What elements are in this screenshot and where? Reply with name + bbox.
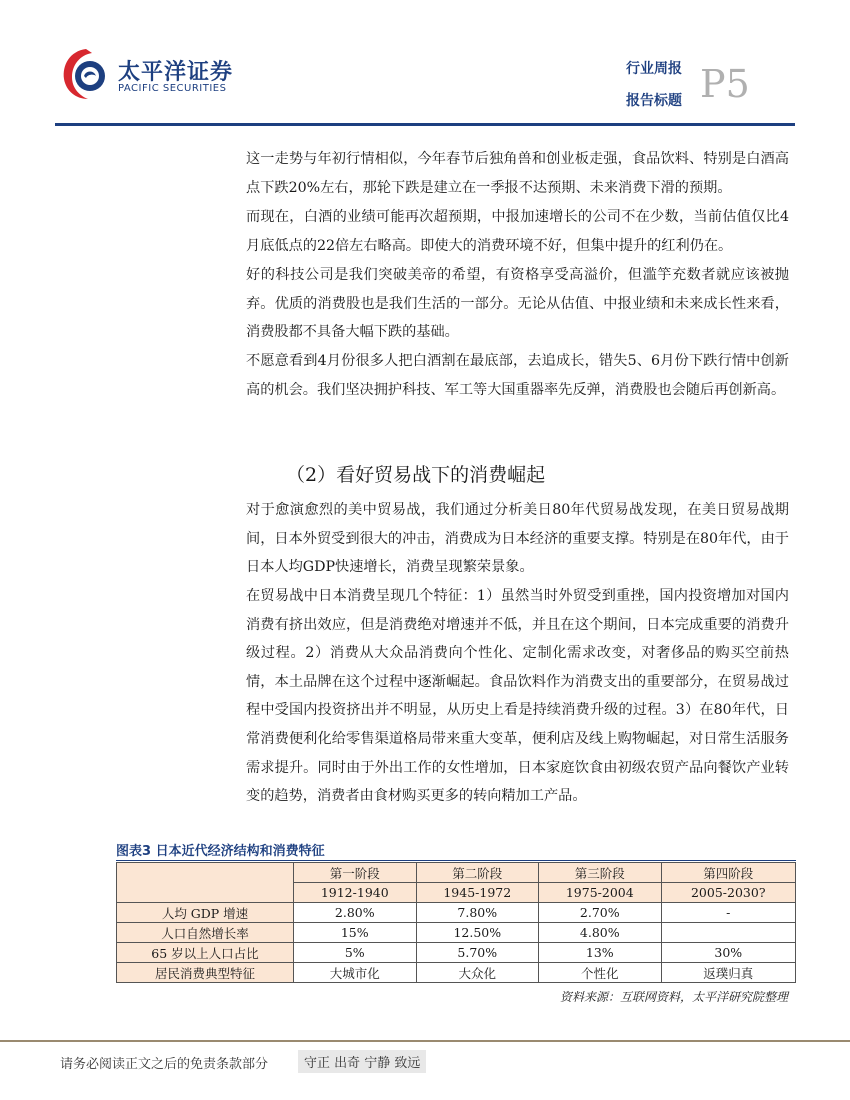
report-type: 行业周报 [626,61,682,77]
paragraph-2: 而现在，白酒的业绩可能再次超预期，中报加速增长的公司不在少数，当前估值仅比4月底低点的22倍左右略高。即使大的消费环境不好，但集中提升的红利仍在。 [246,209,789,254]
page-header [0,0,850,130]
table-cell: 个性化 [539,963,662,983]
table-cell: 5% [294,943,417,963]
table-row-label: 人均 GDP 增速 [117,903,294,923]
table-header-cell: 2005-2030? [661,883,795,903]
table-cell: 大众化 [416,963,539,983]
table-cell: 7.80% [416,903,539,923]
table-cell: 13% [539,943,662,963]
table-cell: 4.80% [539,923,662,943]
header-divider [55,123,795,126]
table-cell: 5.70% [416,943,539,963]
table-header-cell: 1912-1940 [294,883,417,903]
table-row [117,963,796,983]
logo-mark-icon [60,45,112,101]
table-row [117,863,796,883]
table-cell: 大城市化 [294,963,417,983]
table-cell: 15% [294,923,417,943]
paragraph-4: 不愿意看到4月份很多人把白酒割在最底部，去追成长，错失5、6月份下跌行情中创新高的机会。我们坚决拥护科技、军工等大国重器率先反弹，消费股也会随后再创新高。 [246,353,789,398]
table-row [117,923,796,943]
company-name-en: PACIFIC SECURITIES [118,83,227,94]
table-cell [661,923,795,943]
company-logo [60,45,320,105]
table-cell: 返璞归真 [661,963,795,983]
table-header-cell: 1945-1972 [416,883,539,903]
table-header-cell: 1975-2004 [539,883,662,903]
page-number: P5 [700,62,750,106]
footer-divider [0,1040,850,1042]
table-cell: 2.70% [539,903,662,923]
table-row-label: 65 岁以上人口占比 [117,943,294,963]
report-title: 报告标题 [626,93,682,109]
table-row [117,943,796,963]
table-row-label: 居民消费典型特征 [117,963,294,983]
paragraph-6: 在贸易战中日本消费呈现几个特征：1）虽然当时外贸受到重挫，国内投资增加对国内消费有挤出效应，但是消费绝对增速并不低，并且在这个期间，日本完成重要的消费升级过程。2）消费从大众品消费向个性化、定制化需求改变，对奢侈品的购买空前热情，本土品牌在这个过程中逐渐崛起。食品饮料作为消费支出的重要部分，在贸易战过程中受国内投资挤出并不明显，从历史上看是持续消费升级的过程。3）在80年代，日常消费便利化给零售渠道格局带来重大变革，便利店及线上购物崛起，对日常生活服务需求提升。同时由于外出工作的女性增加，日本家庭饮食由初级农贸产品向餐饮产业转变的趋势，消费者由食材购买更多的转向精加工产品。 [246,588,789,805]
table-header-cell: 第四阶段 [661,863,795,883]
table-header-cell: 第三阶段 [539,863,662,883]
table-cell: 30% [661,943,795,963]
table-cell: - [661,903,795,923]
table-cell: 12.50% [416,923,539,943]
table-cell: 2.80% [294,903,417,923]
paragraph-5: 对于愈演愈烈的美中贸易战，我们通过分析美日80年代贸易战发现，在美日贸易战期间，日本外贸受到很大的冲击，消费成为日本经济的重要支撑。特别是在80年代，由于日本人均GDP快速增长，消费呈现繁荣景象。 [246,502,789,576]
table-header-cell: 第一阶段 [294,863,417,883]
footer-motto: 守正 出奇 宁静 致远 [298,1050,426,1073]
source-note: 资料来源：互联网资料，太平洋研究院整理 [559,990,788,1004]
section-title: （2）看好贸易战下的消费崛起 [286,464,546,486]
figure-divider [116,860,796,861]
data-table [116,862,796,983]
footer-disclaimer: 请务必阅读正文之后的免责条款部分 [60,1057,269,1072]
table-corner-cell [117,863,294,903]
table-row-label: 人口自然增长率 [117,923,294,943]
table-header-cell: 第二阶段 [416,863,539,883]
company-name-cn: 太平洋证券 [118,60,234,85]
paragraph-3: 好的科技公司是我们突破美帝的希望，有资格享受高溢价，但滥竽充数者就应该被抛弃。优质的消费股也是我们生活的一部分。无论从估值、中报业绩和未来成长性来看，消费股都不具备大幅下跌的基础。 [246,267,789,341]
table-row [117,903,796,923]
figure-caption: 图表3 日本近代经济结构和消费特征 [116,844,325,859]
paragraph-1: 这一走势与年初行情相似，今年春节后独角兽和创业板走强，食品饮料、特别是白酒高点下跌20%左右，那轮下跌是建立在一季报不达预期、未来消费下滑的预期。 [246,151,789,196]
